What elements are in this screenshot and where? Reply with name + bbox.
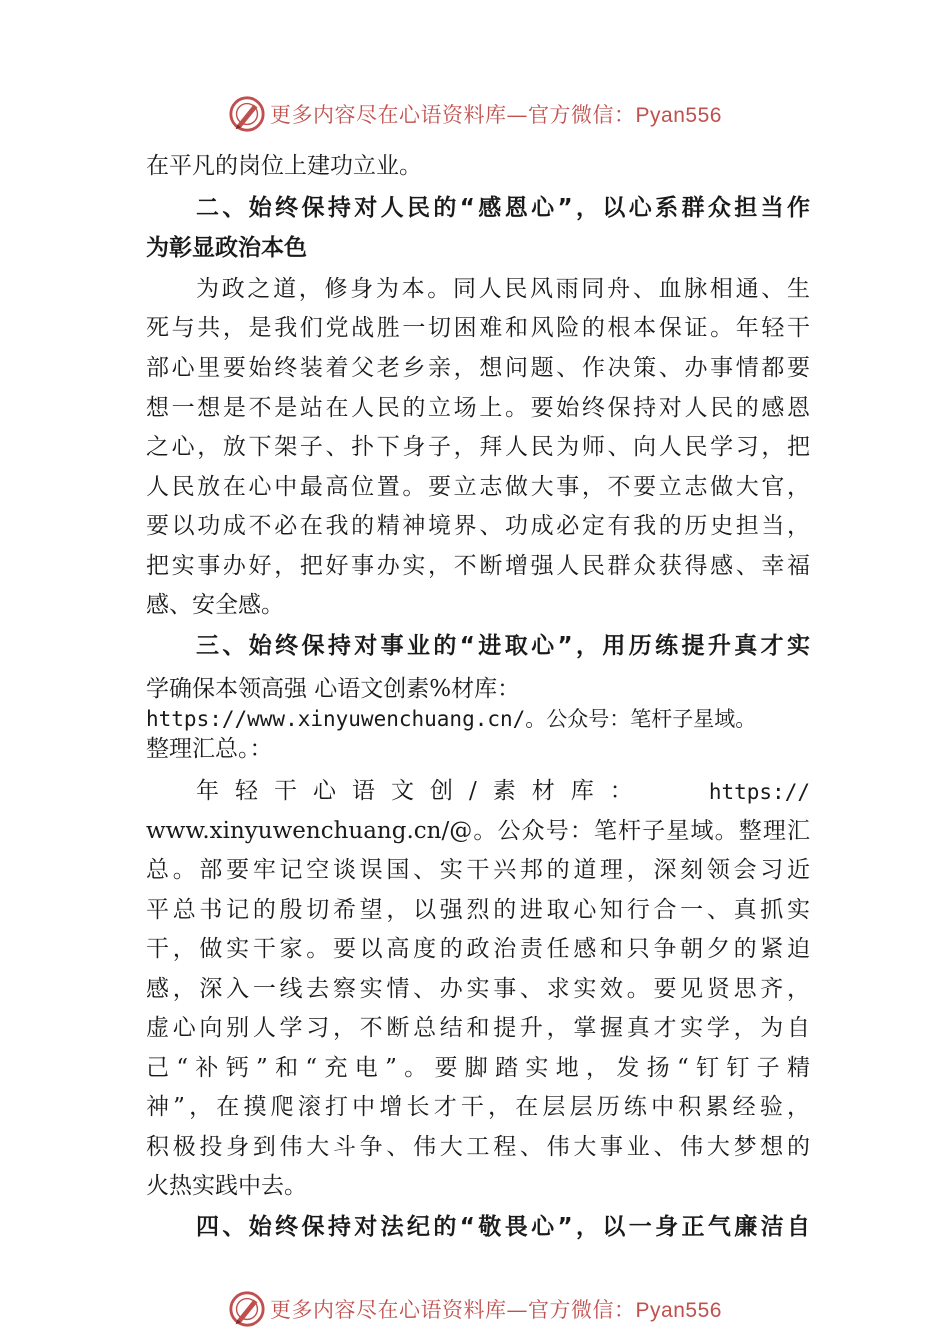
banner-wechat-id: Pyan556 <box>635 104 722 127</box>
text-line: 整理汇总。： <box>146 736 273 762</box>
text-line: 积极投身到伟大斗争、伟大工程、伟大事业、伟大梦想的 <box>146 1134 810 1160</box>
text-line: 在平凡的岗位上建功立业。 <box>146 153 422 179</box>
text-line: 把实事办好，把好事办实，不断增强人民群众获得感、幸福 <box>146 553 810 579</box>
text-line: 部心里要始终装着父老乡亲，想问题、作决策、办事情都要 <box>146 355 810 381</box>
footer-watermark-banner <box>0 1289 950 1329</box>
banner-wechat-id: Pyan556 <box>635 1299 722 1322</box>
pen-logo-icon <box>228 1290 266 1328</box>
text-line: 想一想是不是站在人民的立场上。要始终保持对人民的感恩 <box>146 395 810 421</box>
section-heading-2-cont: 为彰显政治本色 <box>146 235 307 261</box>
section-heading-4: 四、始终保持对法纪的“敬畏心”，以一身正气廉洁自 <box>196 1214 810 1240</box>
section-heading-2: 二、始终保持对人民的“感恩心”，以心系群众担当作 <box>196 195 810 221</box>
header-watermark-banner <box>0 94 950 134</box>
text-line: 死与共，是我们党战胜一切困难和风险的根本保证。年轻干 <box>146 315 810 341</box>
section-heading-3: 三、始终保持对事业的“进取心”，用历练提升真才实 <box>196 633 810 659</box>
text-line: 之心，放下架子、扑下身子，拜人民为师、向人民学习，把 <box>146 434 810 460</box>
text-line: 总。部要牢记空谈误国、实干兴邦的道理，深刻领会习近 <box>146 857 810 883</box>
text-line: 要以功成不必在我的精神境界、功成必定有我的历史担当， <box>146 513 810 539</box>
text-line: 神”，在摸爬滚打中增长才干，在层层历练中积累经验， <box>146 1094 810 1120</box>
text-line: 平总书记的殷切希望，以强烈的进取心知行合一、真抓实 <box>146 897 810 923</box>
text-line: 干，做实干家。要以高度的政治责任感和只争朝夕的紧迫 <box>146 936 810 962</box>
pen-logo-icon <box>228 95 266 133</box>
spaced-text-line: 年轻干心语文创/素材库： <box>196 778 649 804</box>
banner-text: 更多内容尽在心语资料库—官方微信： <box>270 103 636 127</box>
text-line: 火热实践中去。 <box>146 1173 307 1199</box>
text-line: 己“补钙”和“充电”。要脚踏实地，发扬“钉钉子精 <box>146 1055 810 1081</box>
url-fragment: https:// <box>708 780 810 804</box>
text-line: 为政之道，修身为本。同人民风雨同舟、血脉相通、生 <box>196 276 810 302</box>
text-line: 人民放在心中最高位置。要立志做大事，不要立志做大官， <box>146 474 810 500</box>
url-line: www.xinyuwenchuang.cn/@。公众号：笔杆子星域。整理汇 <box>146 818 810 844</box>
text-line: 虚心向别人学习，不断总结和提升，掌握真才实学，为自 <box>146 1015 810 1041</box>
url-line: https://www.xinyuwenchuang.cn/。公众号：笔杆子星域。 <box>146 707 757 731</box>
text-line: 感、安全感。 <box>146 592 284 618</box>
text-line: 感，深入一线去察实情、办实事、求实效。要见贤思齐， <box>146 976 810 1002</box>
banner-text: 更多内容尽在心语资料库—官方微信： <box>270 1298 636 1322</box>
text-line: 学确保本领高强 心语文创素%材库： <box>146 676 521 702</box>
